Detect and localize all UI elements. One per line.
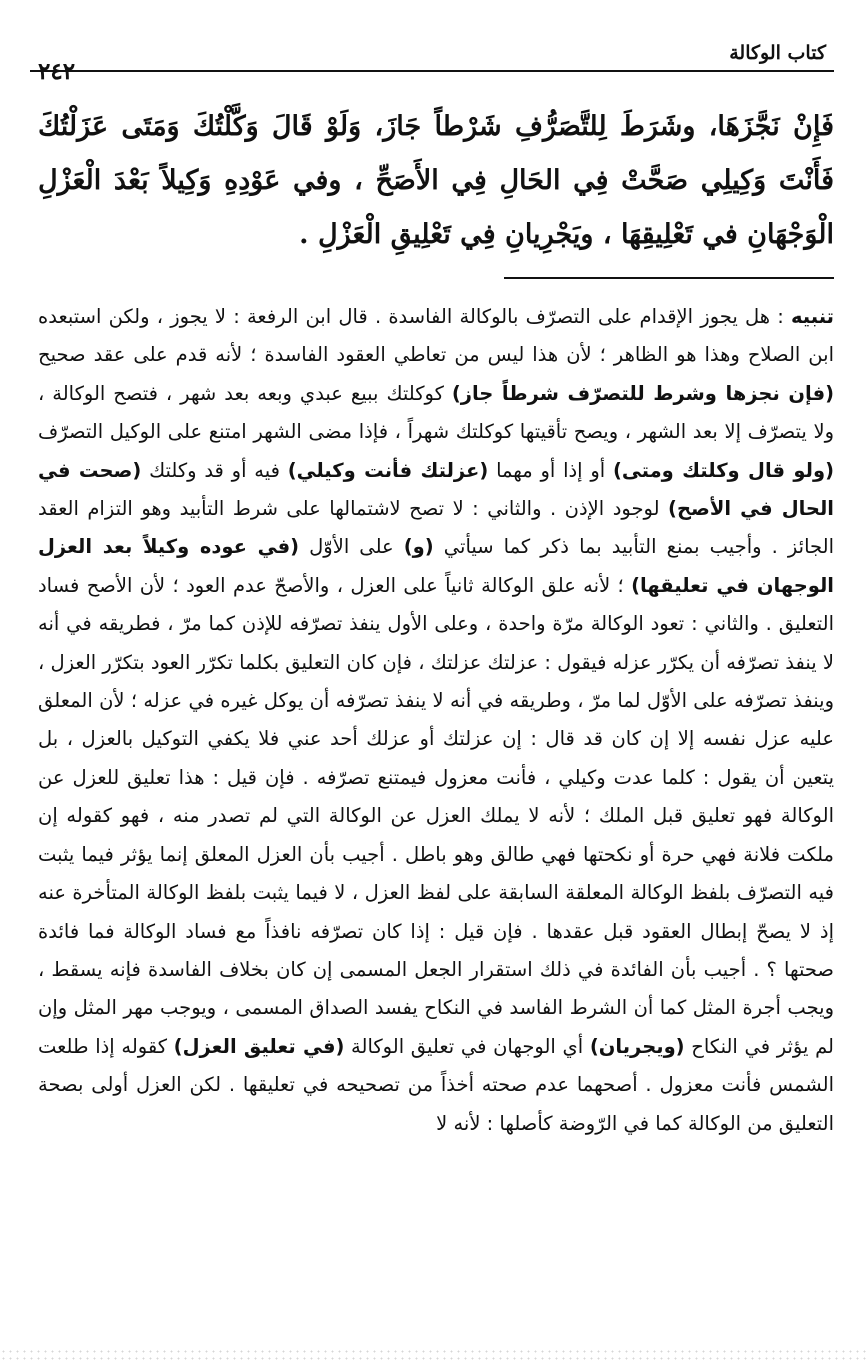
commentary-run: لوجود الإذن . والثاني : لا تصح لاشتمالها على شرط التأبيد وهو التزام العقد الجائز . وأجيب بمنع التأبيد بما ذكر كما سيأتي — [38, 497, 834, 559]
commentary-run: : هل يجوز الإقدام على التصرّف بالوكالة الفاسدة . قال ابن الرفعة : لا يجوز ، ولكن استبعده ابن الصلاح وهذا هو الظاهر ؛ لأن هذا ليس من تعاطي العقود الفاسدة ؛ لأنه قدم على عقد صحيح — [38, 305, 834, 367]
header-rule — [30, 70, 834, 72]
quoted-matn-run: (ويجريان) — [589, 1034, 685, 1058]
commentary-run: فيه أو قد وكلتك — [141, 458, 288, 482]
commentary-paragraph — [38, 298, 834, 1143]
commentary-run: على الأوّل — [299, 535, 404, 559]
commentary-run: أي الوجهان في تعليق الوكالة — [344, 1034, 590, 1058]
commentary-run: كوكلتك ببيع عبدي وبعه بعد شهر ، فتصح الوكالة ، ولا يتصرّف إلا بعد الشهر ، ويصح تأقيتها كوكلتك شهراً ، فإذا مضى الشهر امتنع على الوكيل التصرّف — [38, 381, 834, 444]
commentary-run: كقوله إذا طلعت الشمس فأنت معزول . أصحهما عدم صحته أخذاً من تصحيحه في تعليقها . لكن العزل أولى بصحة التعليق من الوكالة كما في الرّوضة كأصلها : لأنه لا — [38, 1034, 834, 1135]
page-header — [30, 38, 834, 85]
quoted-matn-run: (و) — [403, 535, 434, 559]
main-text-matn: فَإِنْ نَجَّزَهَا، وشَرَطَ لِلتَّصَرُّفِ شَرْطاً جَازَ، وَلَوْ قَالَ وَكَّلْتُكَ وَمَتَى عَزَلْتُكَ فَأَنْتَ وَكِيلِي صَحَّتْ فِي الحَالِ فِي الأَصَحِّ ، وفي عَوْدِهِ وَكِيلاً بَعْدَ الْعَزْلِ الْوَجْهَانِ في تَعْلِيقِهَا ، ويَجْرِيانِ فِي تَعْلِيقِ الْعَزْلِ . — [38, 111, 834, 250]
commentary-run: أو إذا أو مهما — [488, 458, 613, 482]
running-header-title: كتاب الوكالة — [729, 42, 826, 64]
quoted-matn-run: (صحت في الحال في الأصح) — [38, 458, 834, 521]
scan-noise — [0, 1348, 868, 1362]
quoted-matn-run: (في تعليق العزل) — [173, 1034, 345, 1058]
quoted-matn-run: تنبيه — [790, 305, 834, 328]
section-separator — [504, 277, 834, 279]
quoted-matn-run: (عزلتك فأنت وكيلي) — [287, 458, 489, 482]
quoted-matn-run: (فإن نجزها وشرط للتصرّف شرطاً جاز) — [451, 381, 835, 405]
quoted-matn-run: (ولو قال وكلتك ومتى) — [612, 458, 834, 482]
page-number: ٢٤٢ — [38, 58, 76, 85]
commentary-run: ؛ لأنه علق الوكالة ثانياً على العزل ، والأصحّ عدم العود ؛ لأن الأصح فساد التعليق . والثاني : تعود الوكالة مرّة واحدة ، وعلى الأول ينفذ تصرّفه للإذن كما مرّ ، فطريقه في أنه لا ينفذ تصرّفه أن يكرّر عزله فيقول : عزلتك عزلتك ، فإن كان التعليق بكلما تكرّر العود بتكرّر العزل ، وينفذ تصرّفه على الأوّل لما مرّ ، وطريقه في أنه لا ينفذ تصرّفه أن يوكل غيره في عزله ؛ لأن المعلق عليه عزل نفسه إلا إن كان قد قال : إن عزلتك أو عزلك أحد عني فلا يكفي التوكيل بالعزل ، بل يتعين أن يقول : كلما عدت وكيلي ، فأنت معزول فيمتنع تصرّفه . فإن قيل : هذا تعليق للعزل عن الوكالة فهو تعليق قبل الملك ؛ لأنه لا يملك العزل عن الوكالة التي لم تصدر منه ، فهو كقوله إن ملكت فلانة فهي حرة أو نكحتها فهي طالق وهو باطل . أجيب بأن العزل المعلق إنما يؤثر فيما يثبت فيه التصرّف بلفظ الوكالة المعلقة السابقة على لفظ العزل ، لا فيما يثبت بلفظ الوكالة المتأخرة عنه إذ لا يصحّ إبطال العقود قبل عقدها . فإن قيل : إذا كان تصرّفه نافذاً مع فساد الوكالة فما فائدة صحتها ؟ . أجيب بأن الفائدة في ذلك استقرار الجعل المسمى إن كان بخلاف الفاسدة فإنه يسقط ، ويجب أجرة المثل كما أن الشرط الفاسد في النكاح يفسد الصداق المسمى ، ويوجب مهر المثل وإن لم يؤثر في النكاح — [38, 573, 834, 1058]
commentary-sharh — [38, 298, 834, 1143]
quoted-matn-run: (في عوده وكيلاً بعد العزل الوجهان في تعليقها) — [38, 535, 834, 597]
